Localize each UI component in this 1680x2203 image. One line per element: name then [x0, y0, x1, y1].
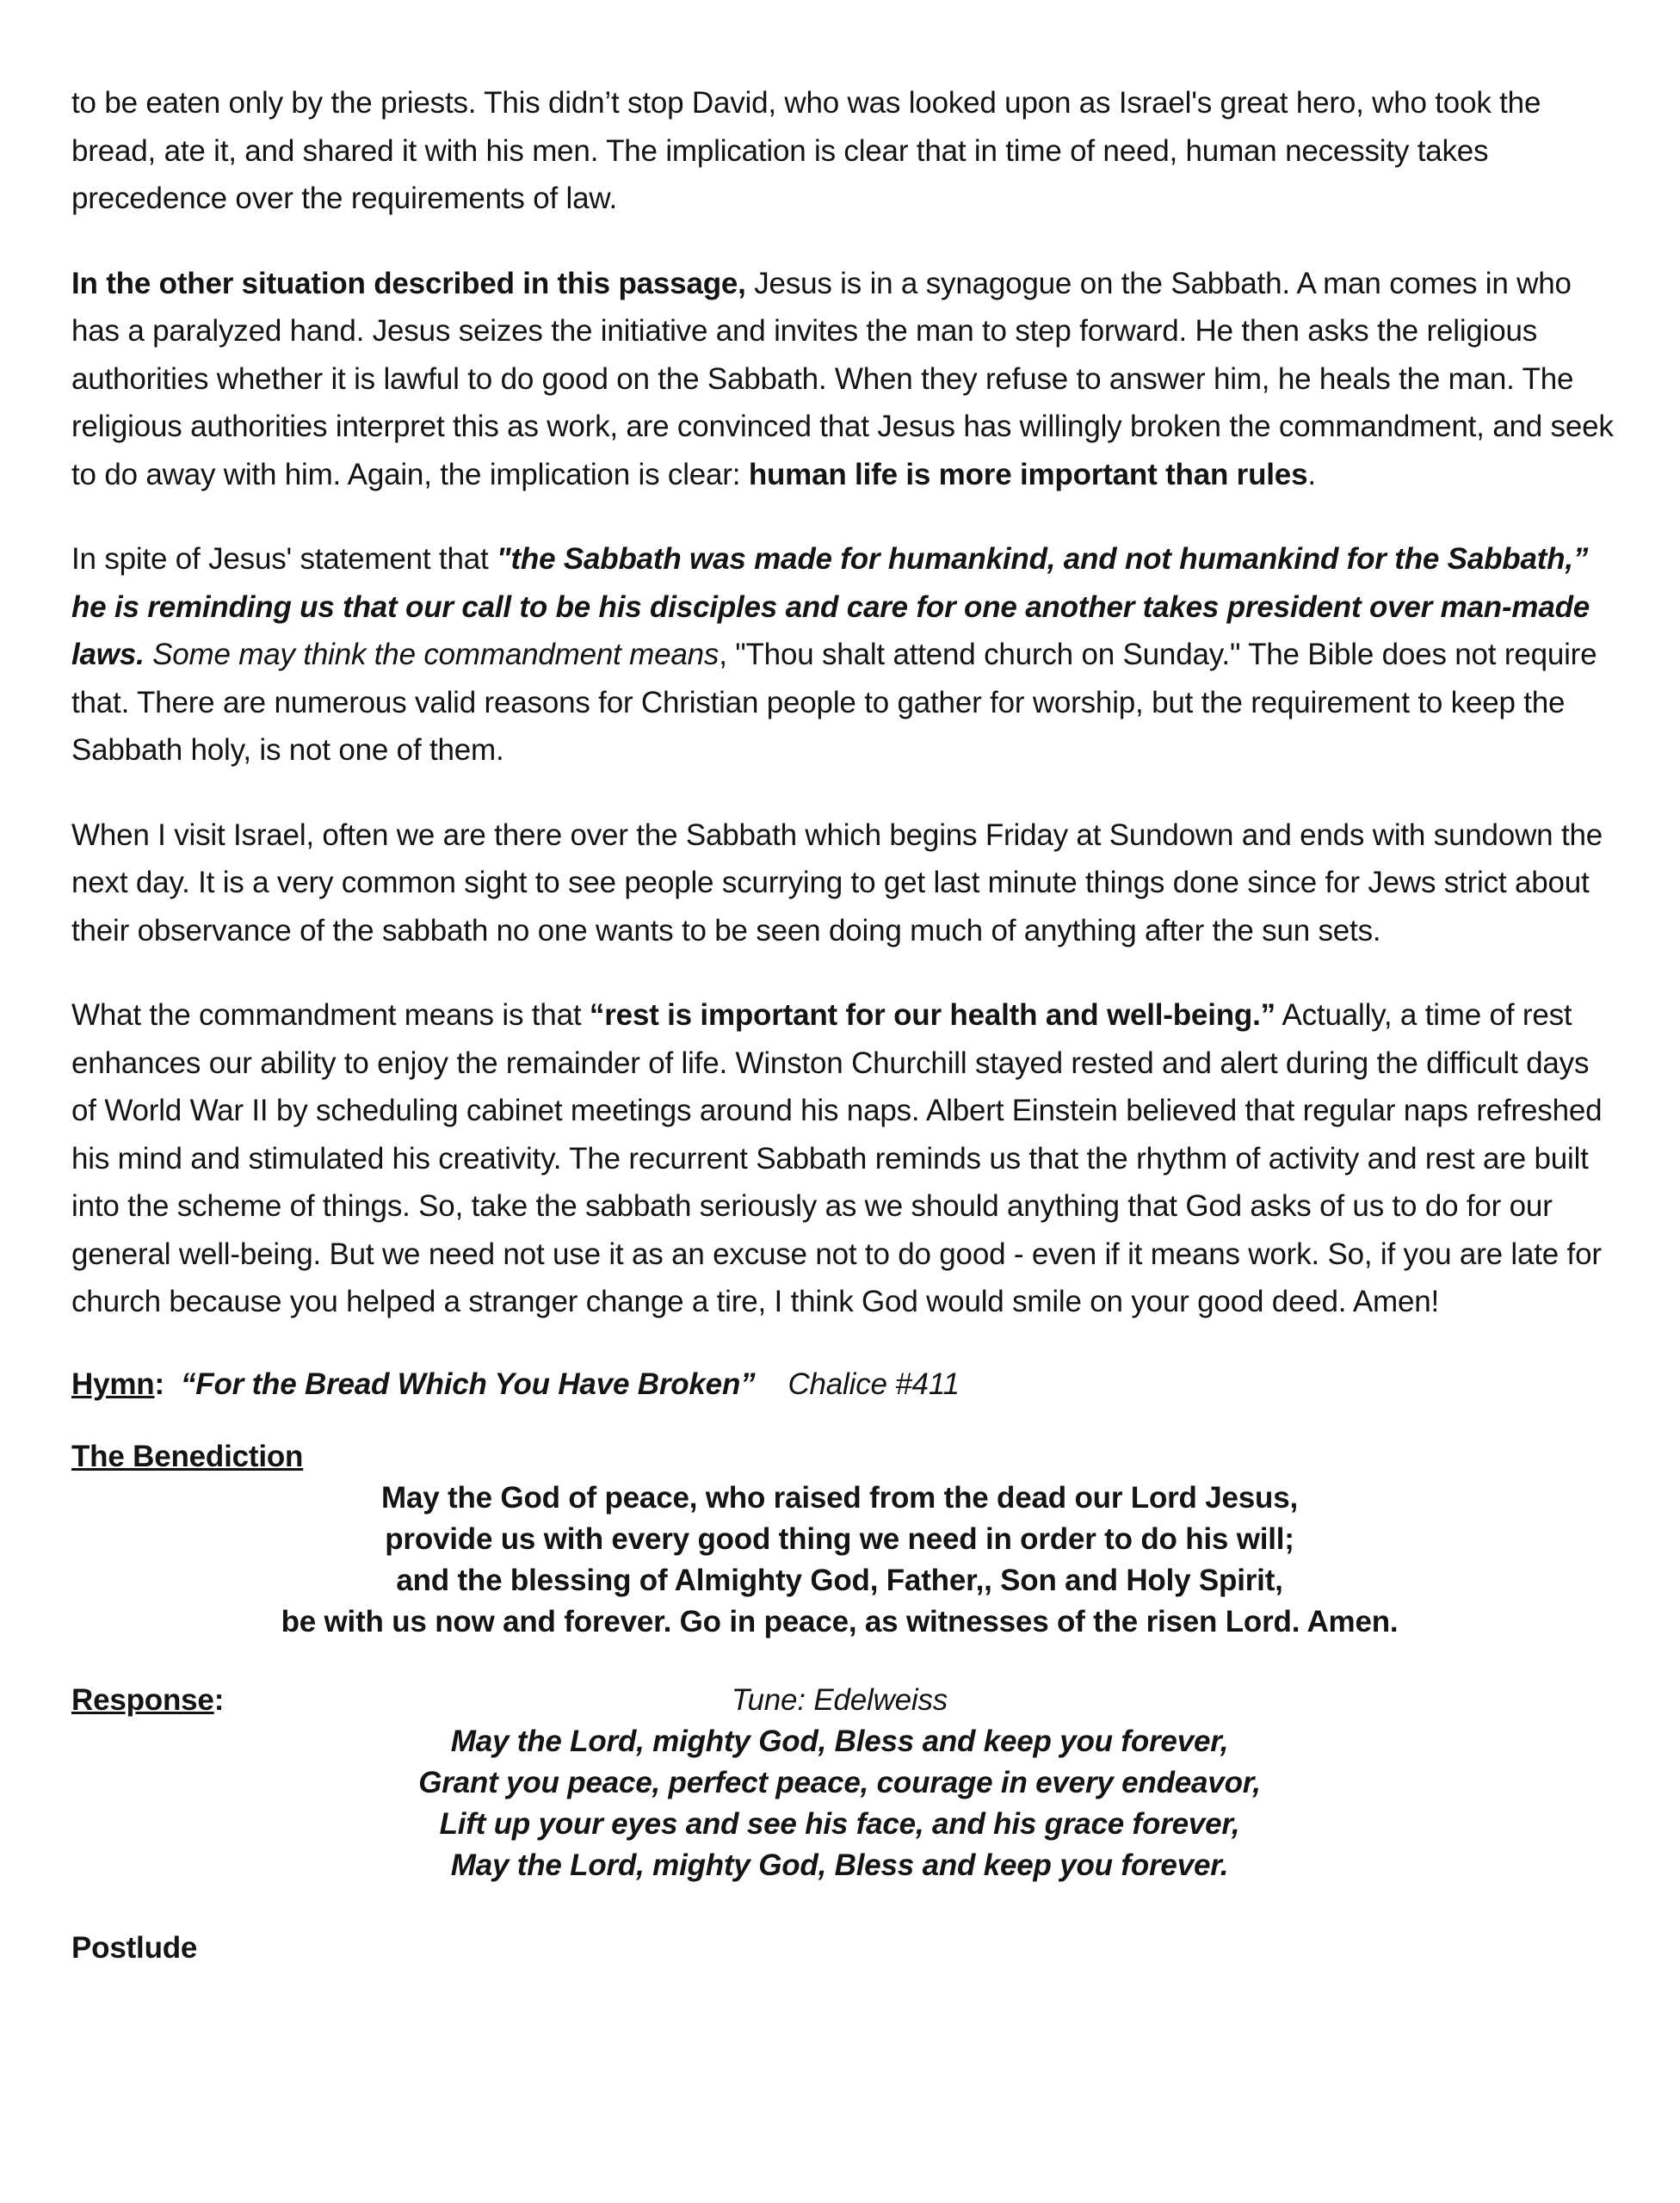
paragraph-text: to be eaten only by the priests. This didn’t stop David, who was looked upon as Israel's great hero, who took the bread, ate it, and shared it with his men. The implication is clear that in time of need, human necessity takes precedence over the requirements of law.	[71, 86, 1541, 215]
paragraph-text: , "Thou shalt attend church on Sunday." The Bible does not require that. There are numerous valid reasons for Christian people to gather for worship, but the requirement to keep the Sabbath holy, is not one of them.	[71, 638, 1597, 767]
hymn-label: Hymn	[71, 1367, 155, 1401]
paragraph-end: .	[1307, 457, 1316, 491]
response-colon: :	[213, 1682, 225, 1717]
sermon-paragraph-4	[71, 811, 1621, 955]
hymn-colon: :	[154, 1367, 164, 1401]
response-label-wrap	[71, 1680, 224, 1721]
response-section	[71, 1680, 1621, 1886]
hymn-number: Chalice #411	[788, 1367, 960, 1401]
benediction-line: May the God of peace, who raised from the dead our Lord Jesus,	[380, 1480, 1299, 1515]
paragraph-emphasis: “rest is important for our health and well-being.”	[589, 998, 1275, 1032]
benediction-text	[71, 1478, 1608, 1643]
verse-line: May the Lord, mighty God, Bless and keep you forever,	[450, 1724, 1229, 1758]
verse-line: Lift up your eyes and see his face, and his grace forever,	[439, 1806, 1240, 1841]
sermon-paragraph-3	[71, 535, 1621, 774]
benediction-line: and the blessing of Almighty God, Father,, Son and Holy Spirit,	[396, 1563, 1283, 1597]
tune-name: Tune: Edelweiss	[731, 1682, 948, 1717]
sermon-paragraph-5	[71, 991, 1621, 1326]
sermon-paragraph-2	[71, 260, 1621, 499]
paragraph-italic: Some may think the commandment means	[144, 638, 720, 671]
postlude-heading: Postlude	[71, 1930, 198, 1965]
response-label: Response	[71, 1682, 214, 1717]
verse-line: Grant you peace, perfect peace, courage in every endeavor,	[418, 1765, 1261, 1799]
paragraph-text: When I visit Israel, often we are there over the Sabbath which begins Friday at Sundown and ends with sundown the next day. It is a very common sight to see people scurrying to get last minute things done since for Jews strict about their observance of the sabbath no one wants to be seen doing much of anything after the sun sets.	[71, 818, 1603, 947]
scripture-quote: "the Sabbath was made for humankind, and not humankind for the Sabbath,” he is reminding us that our call to be his disciples and care for one another takes president over man-made laws.	[71, 542, 1590, 671]
sermon-paragraph-1	[71, 79, 1621, 223]
hymn-title: “For the Bread Which You Have Broken”	[180, 1367, 756, 1401]
paragraph-lead-bold: In the other situation described in this passage,	[71, 266, 746, 300]
benediction-line: provide us with every good thing we need in order to do his will;	[385, 1521, 1294, 1556]
benediction-heading: The Benediction	[71, 1439, 304, 1473]
paragraph-emphasis: human life is more important than rules	[748, 457, 1308, 491]
hymn-line	[71, 1363, 1621, 1406]
paragraph-text: Jesus is in a synagogue on the Sabbath. A man comes in who has a paralyzed hand. Jesus seizes the initiative and invites the man to step forward. He then asks the religious authorities whether it is lawful to do good on the Sabbath. When they refuse to answer him, he heals the man. The religious authorities interpret this as work, are convinced that Jesus has willingly broken the commandment, and seek to do away with him. Again, the implication is clear:	[71, 266, 1614, 491]
paragraph-intro: What the commandment means is that	[71, 998, 590, 1032]
document-page	[71, 79, 1621, 1969]
paragraph-text: Actually, a time of rest enhances our ability to enjoy the remainder of life. Winston Churchill stayed rested and alert during the difficult days of World War II by scheduling cabinet meetings around his naps. Albert Einstein believed that regular naps refreshed his mind and stimulated his creativity. The recurrent Sabbath reminds us that the rhythm of activity and rest are built into the scheme of things. So, take the sabbath seriously as we should anything that God asks of us to do for our general well-being. But we need not use it as an excuse not to do good - even if it means work. So, if you are late for church because you helped a stranger change a tire, I think God would smile on your good deed. Amen!	[71, 998, 1603, 1318]
paragraph-intro: In spite of Jesus' statement that	[71, 542, 497, 576]
verse-line: May the Lord, mighty God, Bless and keep you forever.	[450, 1848, 1229, 1882]
benediction-line: be with us now and forever. Go in peace, as witnesses of the risen Lord. Amen.	[281, 1604, 1399, 1638]
response-verse	[71, 1680, 1608, 1886]
